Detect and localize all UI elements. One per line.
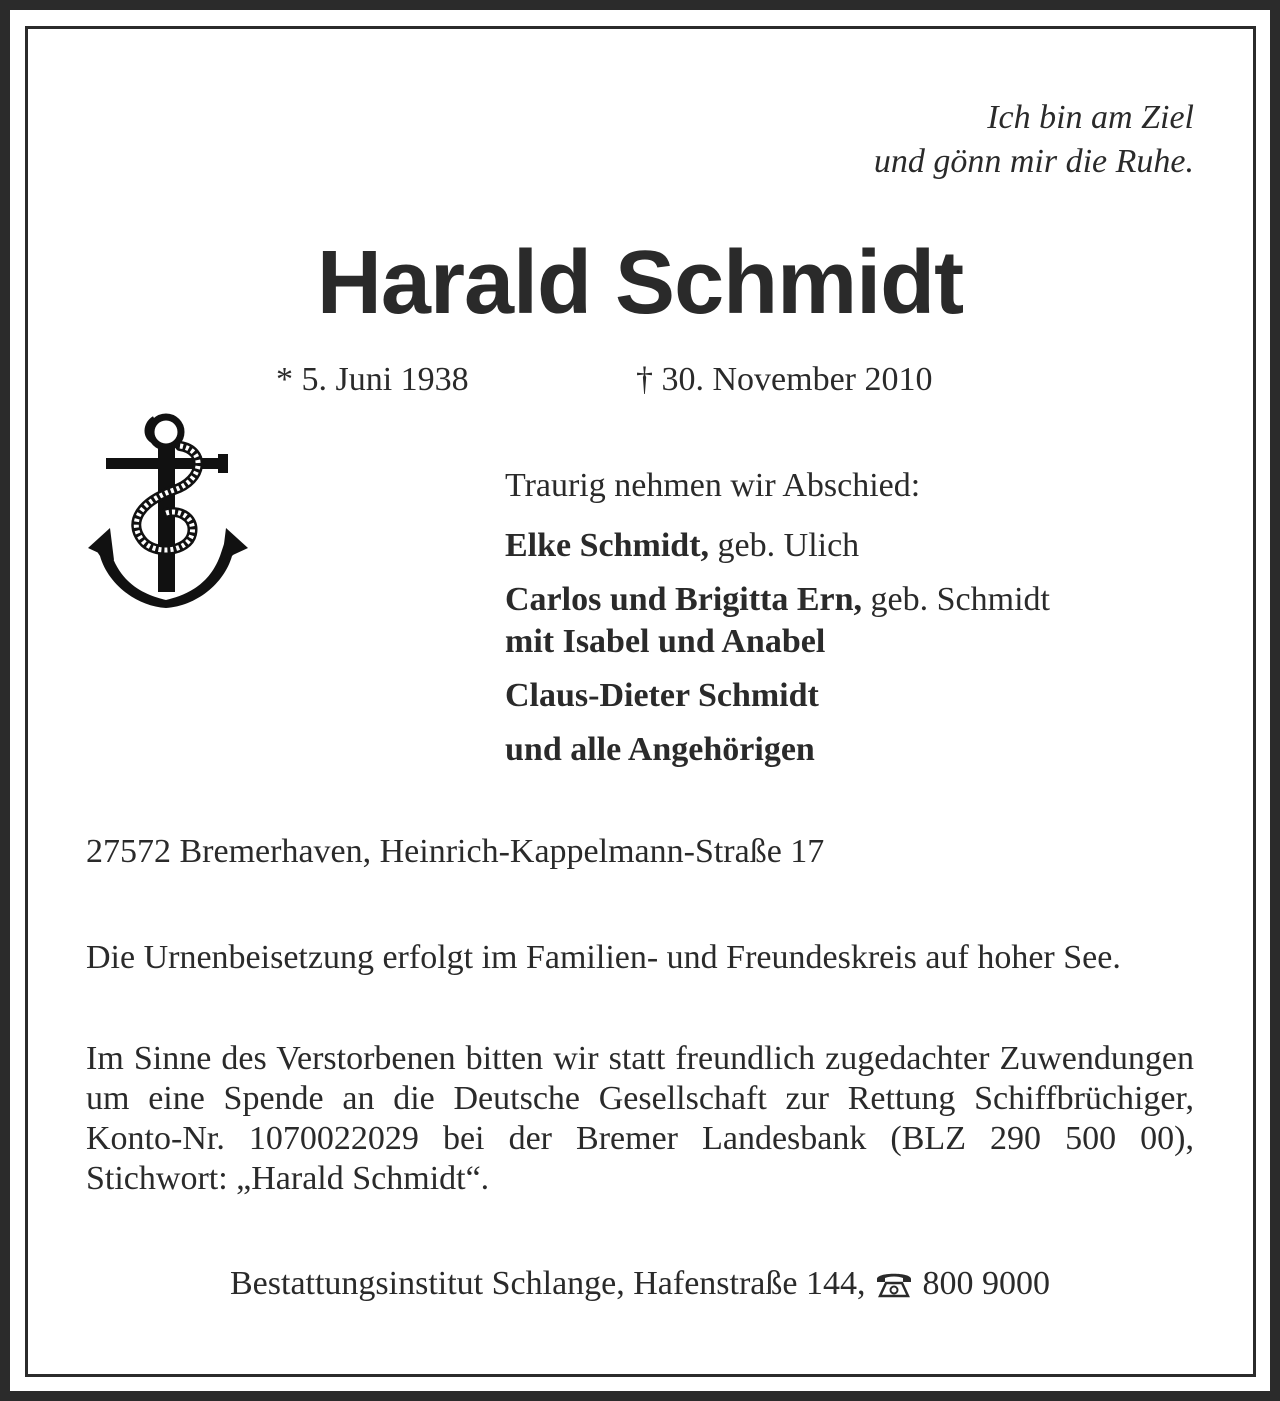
funeral-home-text: Bestattungsinstitut Schlange, Hafenstraße 144, xyxy=(230,1265,866,1302)
donation-request: Im Sinne des Verstorbenen bitten wir statt freundlich zugedachter Zuwendungen um eine Spende an die Deutsche Gesellschaft zur Rettung Schiffbrüchiger, Konto-Nr. 1070022029 bei der Bremer Landesbank (BLZ 290 500 00), Stichwort: „Harald Schmidt“. xyxy=(86,1040,1194,1197)
anchor-icon xyxy=(84,410,252,608)
mourner-name: und alle Angehörigen xyxy=(505,731,815,768)
mourner-name: Claus-Dieter Schmidt xyxy=(505,677,819,714)
burial-notice: Die Urnenbeisetzung erfolgt im Familien- und Freundeskreis auf hoher See. xyxy=(86,939,1121,976)
phone-number: 800 9000 xyxy=(922,1265,1050,1302)
motto-line-1: Ich bin am Ziel xyxy=(987,99,1194,136)
deceased-name: Harald Schmidt xyxy=(316,233,964,333)
mourner-entry xyxy=(505,621,1050,663)
death-date: † 30. November 2010 xyxy=(636,361,933,398)
mourner-note: geb. Schmidt xyxy=(862,581,1050,618)
motto-line-2: und gönn mir die Ruhe. xyxy=(873,143,1194,180)
mourners-intro: Traurig nehmen wir Abschied: xyxy=(505,467,921,504)
motto-quote xyxy=(874,96,1194,184)
mourner-note: geb. Ulich xyxy=(709,527,860,564)
telephone-icon xyxy=(874,1268,914,1298)
mourner-entry xyxy=(505,579,1050,621)
mourner-name: mit Isabel und Anabel xyxy=(505,623,826,660)
mourner-entry xyxy=(505,525,1050,567)
funeral-home-footer xyxy=(0,1262,1280,1306)
mourner-name: Carlos und Brigitta Ern, xyxy=(505,581,863,618)
mourner-name: Elke Schmidt, xyxy=(505,527,710,564)
family-address: 27572 Bremerhaven, Heinrich-Kappelmann-Straße 17 xyxy=(86,833,825,870)
mourners-block xyxy=(505,463,1050,771)
mourner-entry xyxy=(505,675,1050,717)
mourner-entry xyxy=(505,729,1050,771)
birth-date: * 5. Juni 1938 xyxy=(276,361,469,398)
